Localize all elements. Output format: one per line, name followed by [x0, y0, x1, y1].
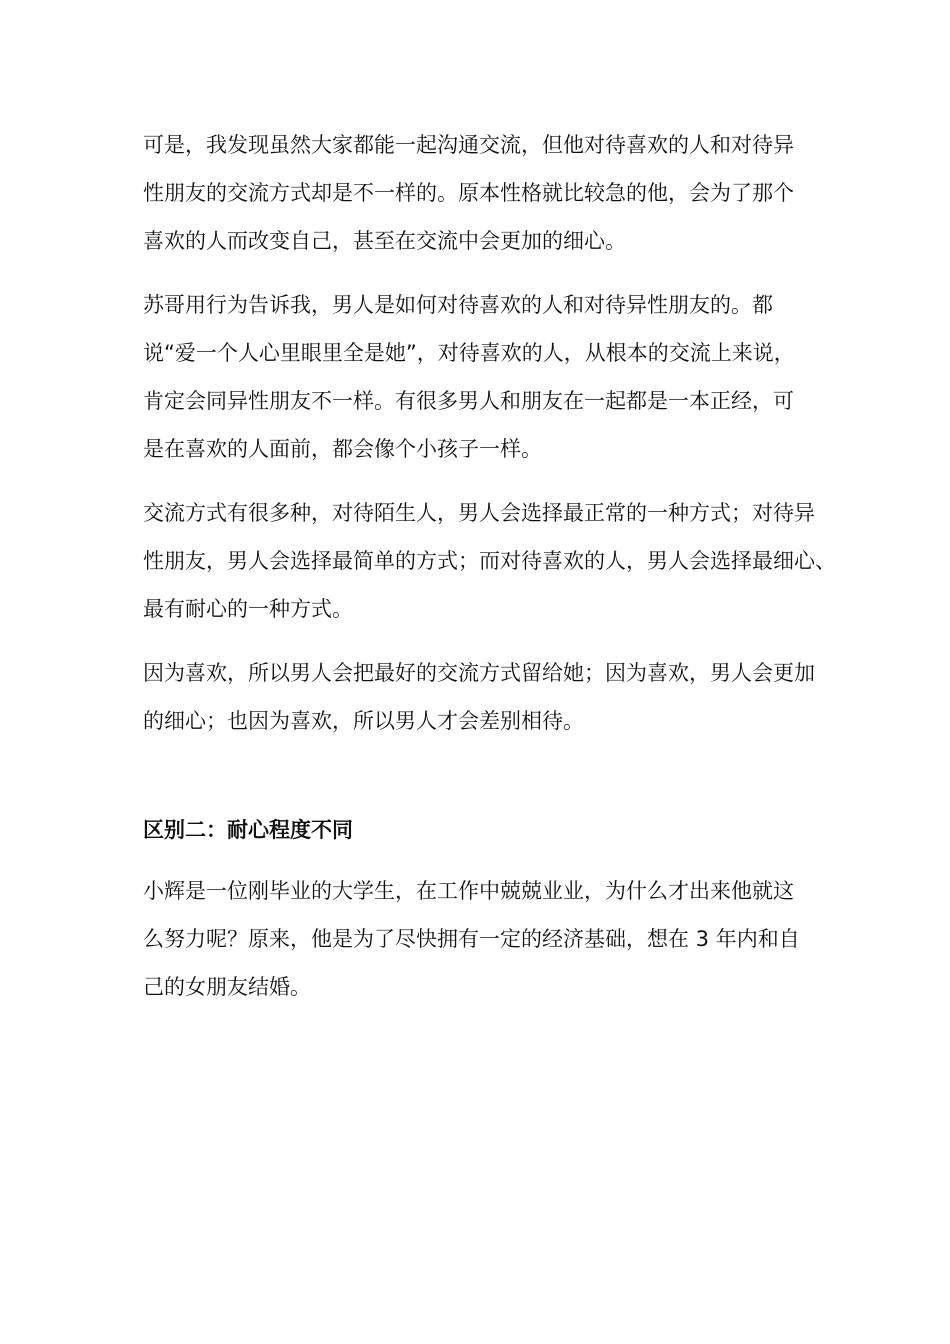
paragraph-line: 最有耐心的一种方式。: [143, 597, 353, 621]
paragraph-line: 么努力呢？原来，他是为了尽快拥有一定的经济基础，想在 3 年内和自: [143, 927, 800, 951]
paragraph-line: 喜欢的人而改变自己，甚至在交流中会更加的细心。: [143, 229, 626, 253]
paragraph-line: 性朋友的交流方式却是不一样的。原本性格就比较急的他，会为了那个: [143, 181, 794, 205]
paragraph-line: 是在喜欢的人面前，都会像个小孩子一样。: [143, 437, 542, 461]
paragraph-2: [143, 281, 823, 473]
paragraph-line: 说“爱一个人心里眼里全是她”，对待喜欢的人，从根本的交流上来说，: [143, 341, 795, 365]
paragraph-line: 己的女朋友结婚。: [143, 975, 311, 999]
paragraph-1: [143, 121, 823, 265]
paragraph-line: 的细心；也因为喜欢，所以男人才会差别相待。: [143, 709, 584, 733]
paragraph-line: 可是，我发现虽然大家都能一起沟通交流，但他对待喜欢的人和对待异: [143, 133, 794, 157]
paragraph-line: 性朋友，男人会选择最简单的方式；而对待喜欢的人，男人会选择最细心、: [143, 549, 836, 573]
paragraph-5: [143, 867, 823, 1011]
paragraph-3: [143, 489, 836, 633]
paragraph-line: 小辉是一位刚毕业的大学生，在工作中兢兢业业，为什么才出来他就这: [143, 879, 794, 903]
paragraph-4: [143, 649, 823, 745]
paragraph-line: 肯定会同异性朋友不一样。有很多男人和朋友在一起都是一本正经，可: [143, 389, 794, 413]
document-body: [143, 121, 836, 1027]
paragraph-line: 因为喜欢，所以男人会把最好的交流方式留给她；因为喜欢，男人会更加: [143, 661, 815, 685]
section-heading: 区别二：耐心程度不同: [143, 818, 353, 842]
paragraph-line: 苏哥用行为告诉我，男人是如何对待喜欢的人和对待异性朋友的。都: [143, 293, 773, 317]
paragraph-line: 交流方式有很多种，对待陌生人，男人会选择最正常的一种方式；对待异: [143, 501, 815, 525]
